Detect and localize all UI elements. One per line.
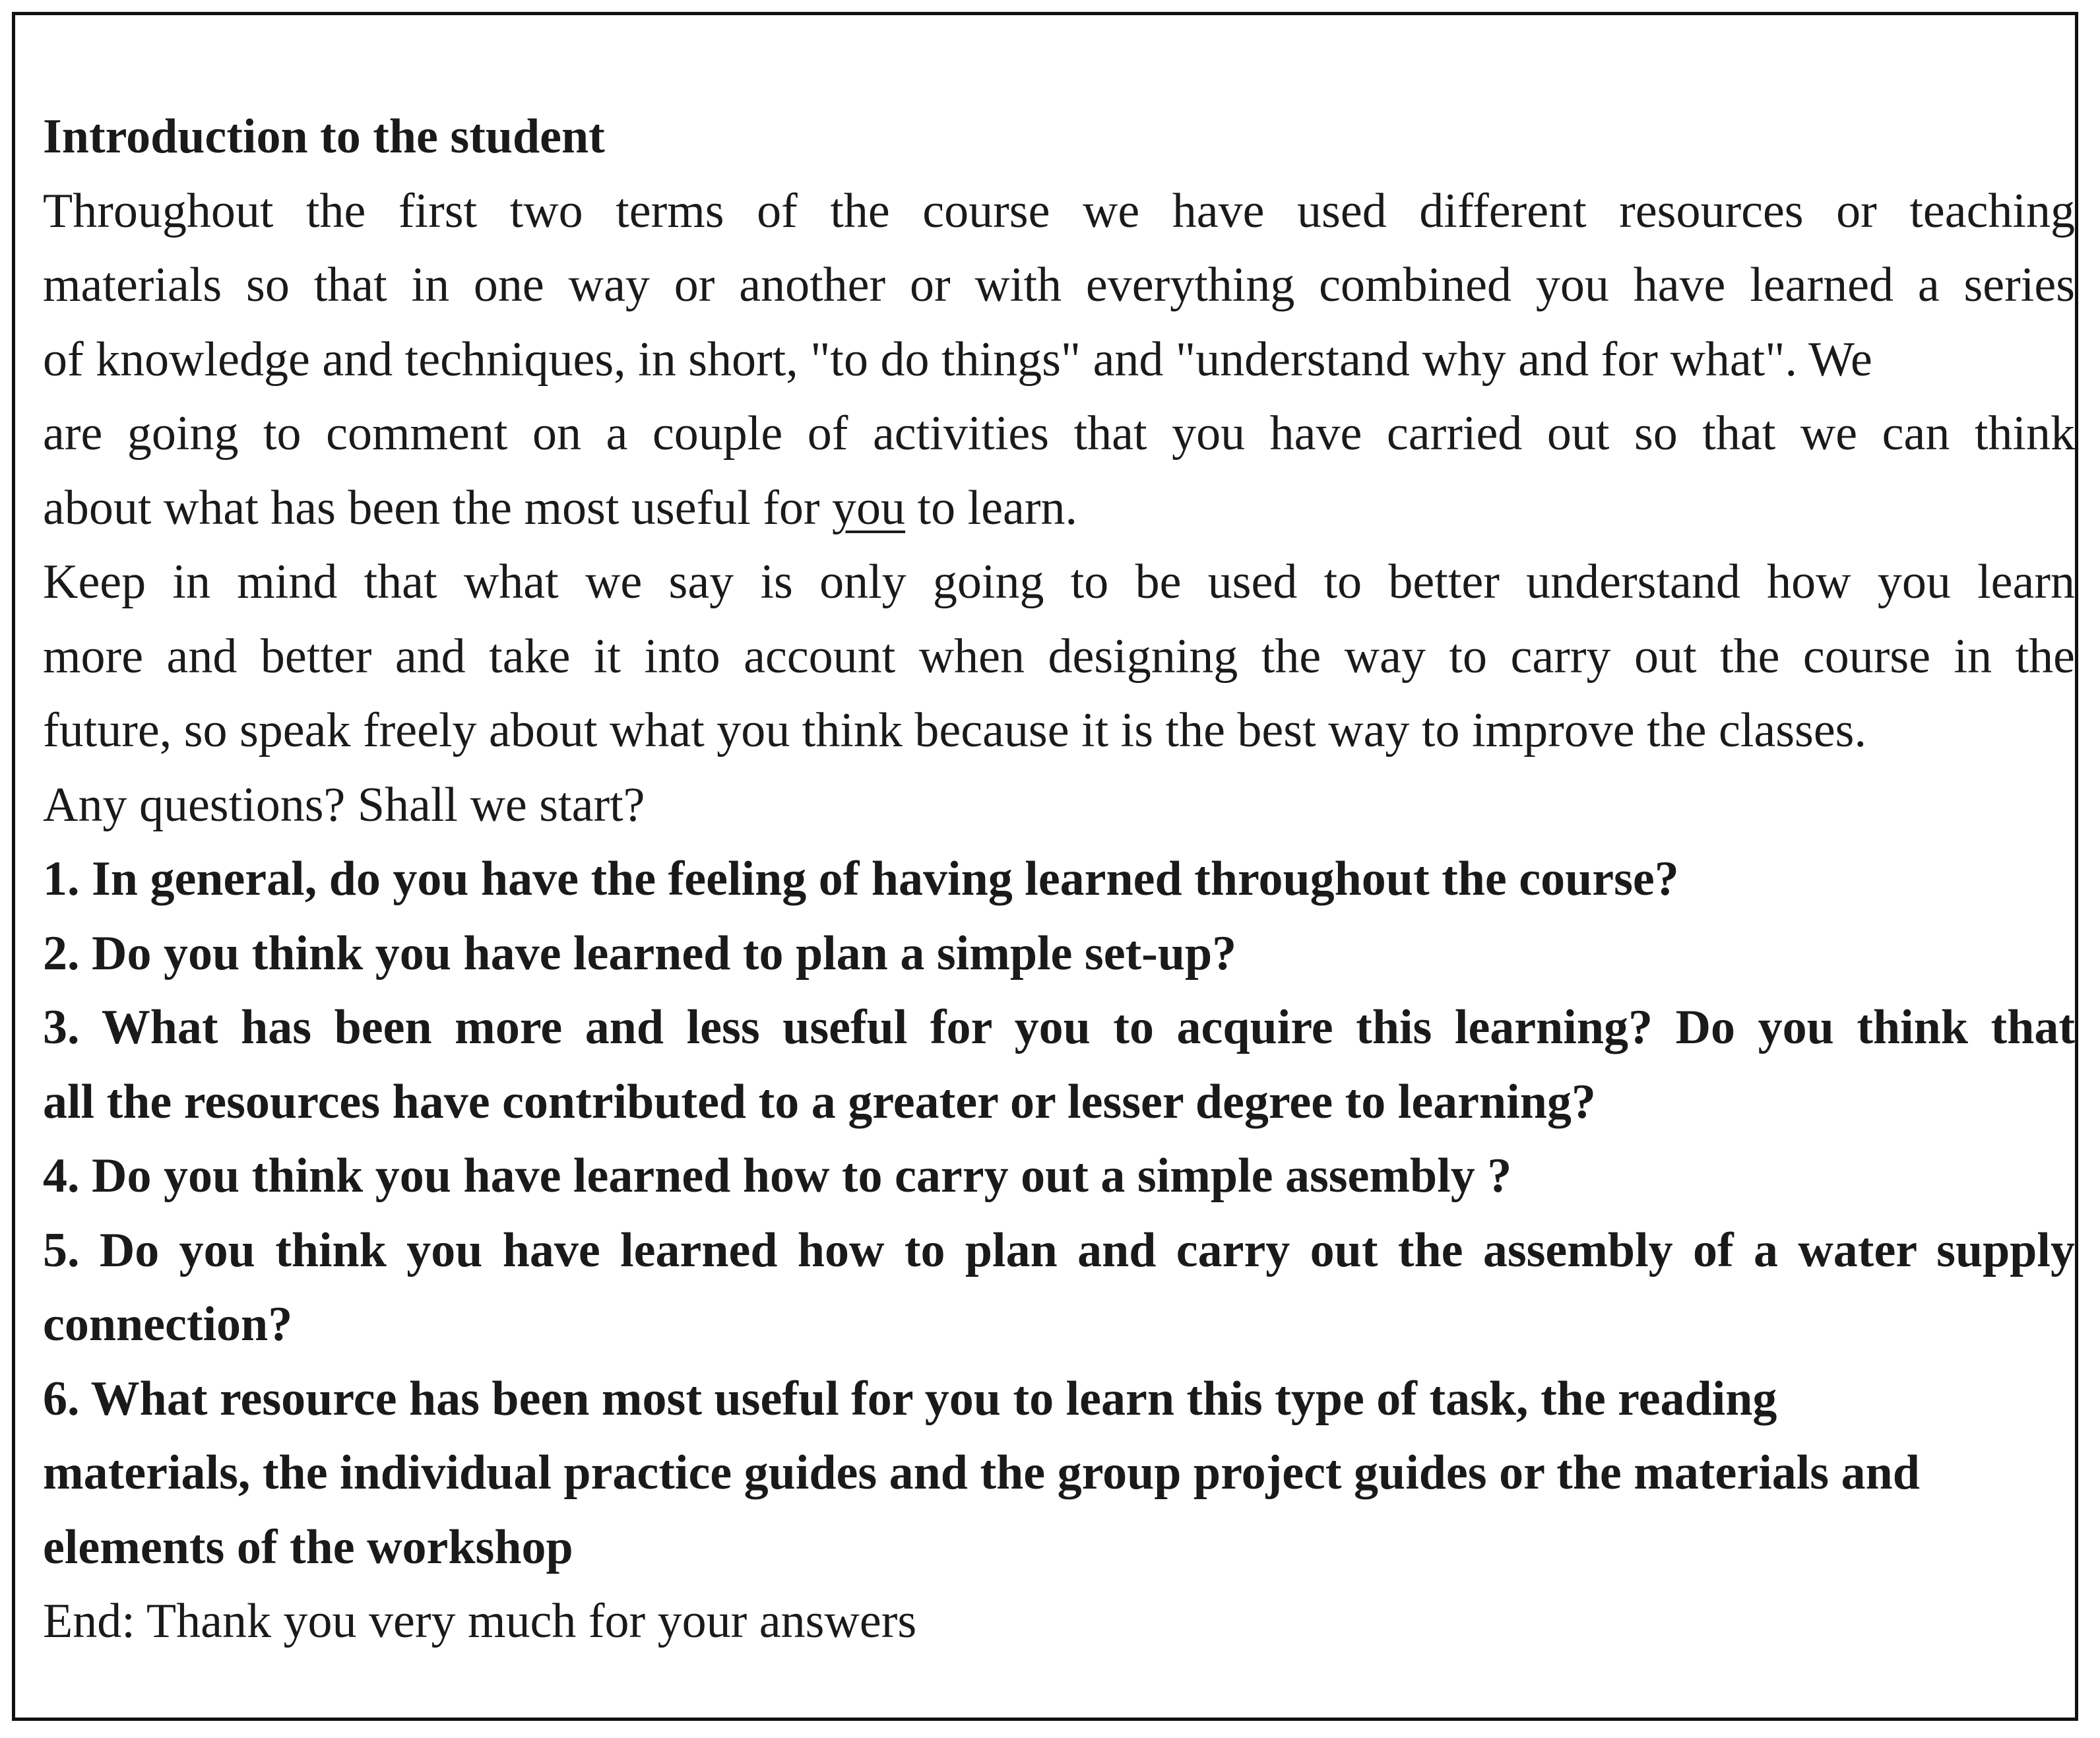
question-list <box>43 842 2075 1584</box>
question-5 <box>43 1213 2075 1362</box>
question-line: 5. Do you think you have learned how to plan and carry out the assembly of a water supply <box>43 1223 2075 1277</box>
question-line: elements of the workshop <box>43 1520 573 1574</box>
question-line: 4. Do you think you have learned how to carry out a simple assembly ? <box>43 1149 1512 1203</box>
question-6 <box>43 1362 2075 1585</box>
question-line: 2. Do you think you have learned to plan a simple set-up? <box>43 926 1237 981</box>
text-fragment: to learn. <box>905 480 1077 535</box>
text-line: materials so that in one way or another or with everything combined you have learned a series <box>43 258 2075 312</box>
document-frame <box>12 12 2078 1721</box>
intro-paragraph <box>43 174 2075 546</box>
question-4 <box>43 1139 2075 1213</box>
text-fragment: about what has been the most useful for <box>43 480 833 535</box>
keep-in-mind-paragraph <box>43 545 2075 842</box>
question-line: connection? <box>43 1297 293 1351</box>
closing-line: End: Thank you very much for your answers <box>43 1594 917 1648</box>
question-line: 3. What has been more and less useful for you to acquire this learning? Do you think that <box>43 1000 2075 1054</box>
text-line: Keep in mind that what we say is only going to be used to better understand how you learn <box>43 555 2075 609</box>
document-body <box>43 100 2075 1659</box>
question-line: all the resources have contributed to a greater or lesser degree to learning? <box>43 1074 1596 1129</box>
text-line: of knowledge and techniques, in short, "to do things" and "understand why and for what". We <box>43 332 1872 387</box>
heading: Introduction to the student <box>43 110 605 164</box>
underlined-word: you <box>832 480 906 535</box>
text-line: are going to comment on a couple of activities that you have carried out so that we can think <box>43 406 2075 461</box>
question-line: 6. What resource has been most useful for you to learn this type of task, the reading <box>43 1371 1777 1426</box>
question-3 <box>43 990 2075 1139</box>
question-2 <box>43 917 2075 991</box>
text-line: more and better and take it into account when designing the way to carry out the course in the <box>43 629 2075 684</box>
text-line <box>43 471 2075 546</box>
text-line: Any questions? Shall we start? <box>43 777 645 832</box>
question-line: materials, the individual practice guides and the group project guides or the materials and <box>43 1446 1920 1500</box>
text-line: future, so speak freely about what you think because it is the best way to improve the classes. <box>43 703 1866 757</box>
question-line: 1. In general, do you have the feeling of having learned throughout the course? <box>43 852 1679 906</box>
question-1 <box>43 842 2075 917</box>
text-line: Throughout the first two terms of the course we have used different resources or teaching <box>43 183 2075 238</box>
